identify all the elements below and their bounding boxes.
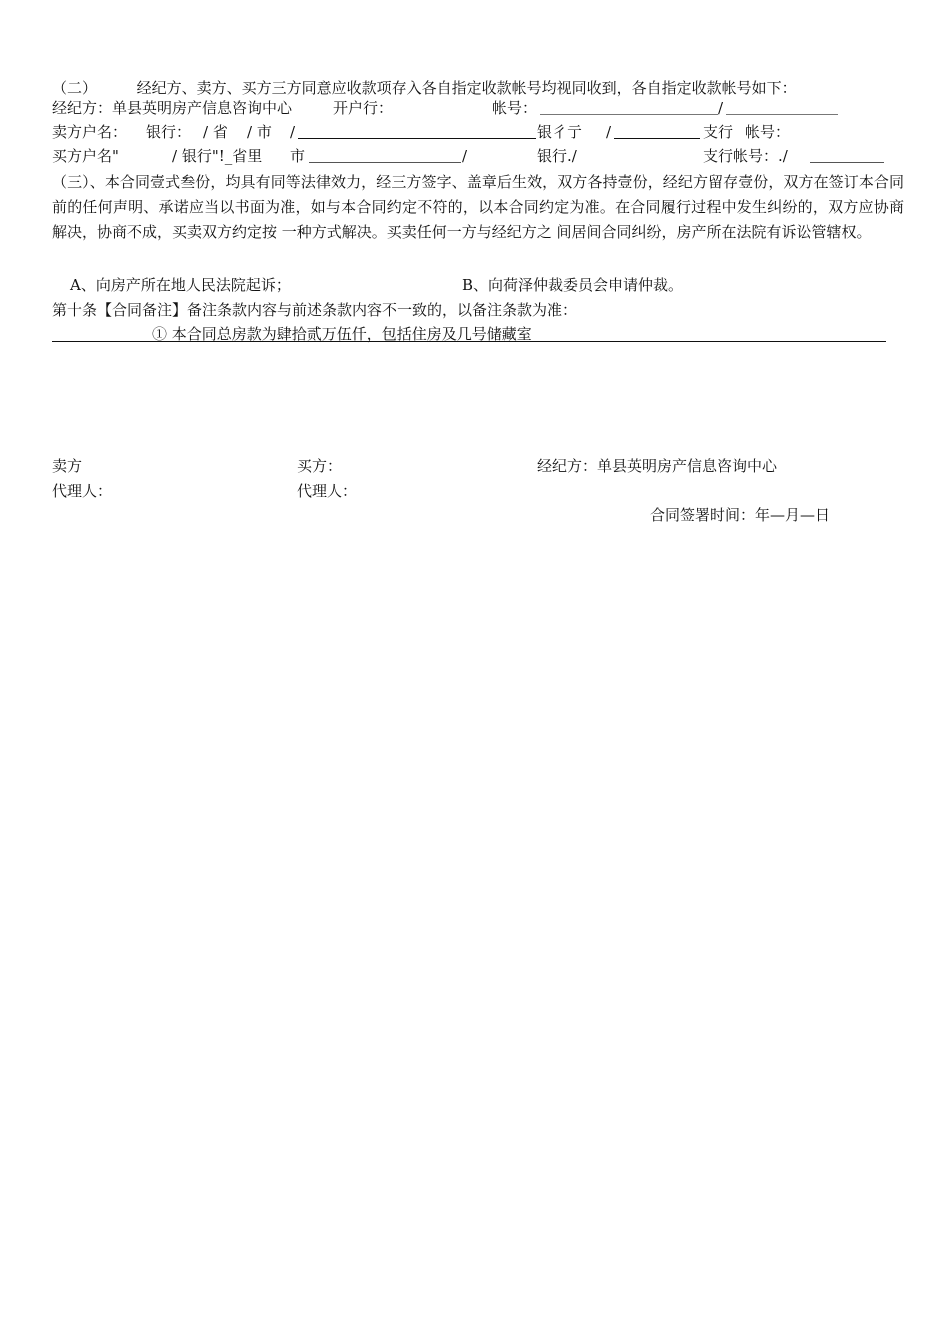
buyer-branch-account-label: 支行帐号：./ [703,147,788,165]
agent-bank-label: 开户行： [333,99,394,117]
option-b: B、向荷泽仲裁委员会申请仲裁。 [462,276,684,294]
signature-agent-label: 经纪方：单县英明房产信息咨询中心 [537,457,778,475]
buyer-slash: / [462,147,468,165]
seller-slash-2: / [606,123,612,141]
buyer-bank-underline [309,162,461,163]
seller-name-label: 卖方户名： [52,123,128,141]
agent-account-underline-2 [726,114,838,115]
buyer-city-label: 市 [290,147,306,165]
option-a: A、向房产所在地人民法院起诉； [70,276,291,294]
section-2-heading: （二） [52,79,98,97]
signature-seller-proxy: 代理人： [52,482,113,500]
seller-branch-underline [614,138,700,139]
buyer-name-label: 买方户名" [52,147,119,165]
agent-name-label: 经纪方：单县英明房产信息咨询中心 [52,99,293,117]
sign-date: 合同签署时间：年—月—日 [650,506,831,524]
seller-slash: / [290,123,296,141]
buyer-bank-label: / 银行"!_省里 [172,147,263,165]
agent-account-underline [540,114,718,115]
seller-city-mark: / 市 [247,123,272,141]
section-2-line [52,78,797,98]
signature-buyer-label: 买方： [297,457,343,475]
section-2-text: 经纪方、卖方、买方三方同意应收款项存入各自指定收款帐号均视同收到，各自指定收款帐号如下： [136,79,797,97]
signature-buyer-proxy: 代理人： [297,482,358,500]
seller-branch-label: 支行 [703,123,734,141]
article-10-note-1: ① 本合同总房款为肆拾贰万伍仟，包括住房及几号储藏室 [152,325,532,343]
agent-account-label: 帐号： [492,99,538,117]
buyer-account-underline [810,162,884,163]
signature-seller-label: 卖方 [52,457,83,475]
section-3-paragraph: （三）、本合同壹式叁份，均具有同等法律效力，经三方签字、盖章后生效，双方各持壹份，经纪方留存壹份，双方在签订本合同前的任何声明、承诺应当以书面为准，如与本合同约定不符的，以本合同约定为准。在合同履行过程中发生纠纷的，双方应协商解决，协商不成，买卖双方约定按 一种方式解决。买卖任何一方与经纪方之 间居间合同纠纷，房产所在法院有诉讼管辖权。 [52,173,904,241]
agent-slash: / [718,99,724,117]
seller-province-mark: / 省 [203,123,228,141]
seller-bank2-label: 银彳亍 [537,123,583,141]
buyer-bank2-label: 银行./ [537,147,577,165]
article-10-note-underline [52,341,886,342]
article-10-text: 第十条【合同备注】备注条款内容与前述条款内容不一致的，以备注条款为准： [52,301,578,319]
seller-bank-label: 银行： [146,123,192,141]
seller-account-label: 帐号： [745,123,791,141]
seller-bank-underline [298,138,536,139]
